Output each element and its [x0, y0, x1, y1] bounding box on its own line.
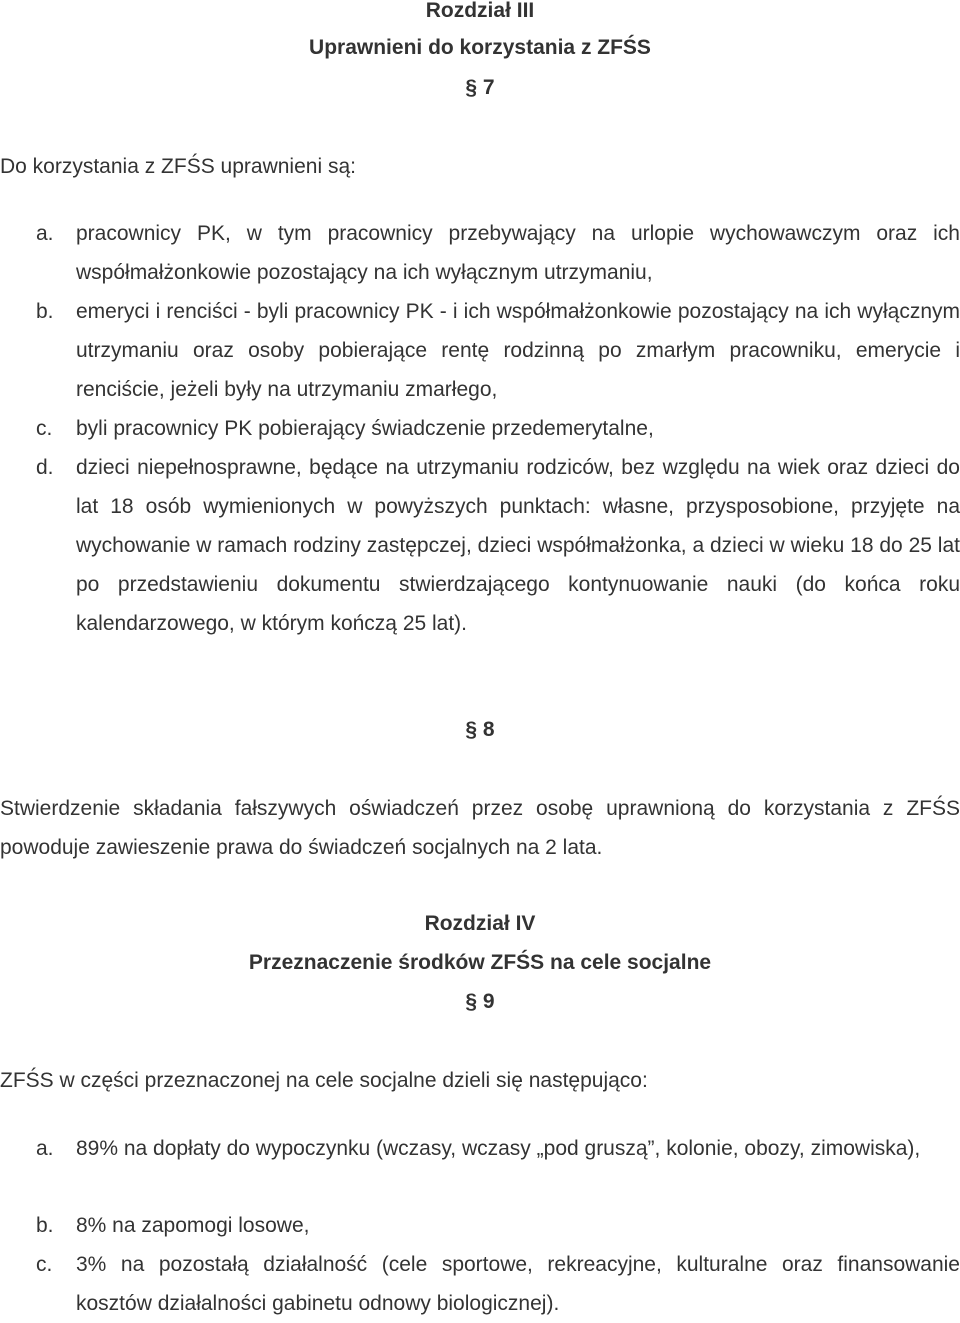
list-item-c: [36, 409, 960, 448]
list-marker: d.: [36, 456, 54, 479]
list-item-text: 3% na pozostałą działalność (cele sportowe, rekreacyjne, kulturalne oraz finansowanie kosztów działalności gabinetu odnowy biologicznej).: [76, 1253, 960, 1315]
list-item-text: emeryci i renciści - byli pracownicy PK - i ich współmałżonkowie pozostający na ich wyłącznym utrzymaniu oraz osoby pobierające rentę rodzinną po zmarłym pracowniku, emerycie i renciście, jeżeli były na utrzymaniu zmarłego,: [76, 300, 960, 401]
section-9-heading: § 9: [465, 990, 495, 1013]
list-marker: c.: [36, 1253, 53, 1276]
section-9-intro: ZFŚS w części przeznaczonej na cele socjalne dzieli się następująco:: [0, 1069, 648, 1092]
list-marker: a.: [36, 1137, 54, 1160]
list-item-a: [36, 214, 960, 292]
chapter-3-heading: Rozdział III: [425, 0, 535, 22]
section-8-heading: § 8: [465, 718, 495, 741]
list-item-c: [36, 1245, 960, 1323]
list-item-text: pracownicy PK, w tym pracownicy przebywający na urlopie wychowawczym oraz ich współmałżonkowie pozostający na ich wyłącznym utrzymaniu,: [76, 222, 960, 284]
list-item-d: [36, 448, 960, 643]
section-8-text: Stwierdzenie składania fałszywych oświadczeń przez osobę uprawnioną do korzystania z ZFŚS powoduje zawieszenie prawa do świadczeń socjalnych na 2 lata.: [0, 797, 960, 859]
list-item-text: 8% na zapomogi losowe,: [76, 1214, 310, 1237]
list-item-b: [36, 292, 960, 409]
chapter-3-title: Uprawnieni do korzystania z ZFŚS: [309, 36, 651, 59]
list-item-a: [36, 1129, 960, 1168]
list-marker: b.: [36, 300, 54, 323]
list-item-text: byli pracownicy PK pobierający świadczenie przedemerytalne,: [76, 417, 654, 440]
list-marker: b.: [36, 1214, 54, 1237]
chapter-4-heading: Rozdział IV: [424, 912, 536, 935]
list-item-text: dzieci niepełnosprawne, będące na utrzymaniu rodziców, bez względu na wiek oraz dzieci do lat 18 osób wymienionych w powyższych punktach: własne, przysposobione, przyjęte na wychowanie w ramach rodziny zastępczej, dzieci współmałżonka, a dzieci w wieku 18 do 25 lat po przedstawieniu dokumentu stwierdzającego kontynuowanie nauki (do końca roku kalendarzowego, w którym kończą 25 lat).: [76, 456, 960, 635]
chapter-4-title: Przeznaczenie środków ZFŚS na cele socjalne: [248, 951, 712, 974]
list-item-text: 89% na dopłaty do wypoczynku (wczasy, wczasy „pod gruszą”, kolonie, obozy, zimowiska),: [76, 1137, 921, 1160]
list-marker: c.: [36, 417, 53, 440]
list-item-b: [36, 1206, 960, 1245]
section-7-heading: § 7: [465, 76, 495, 99]
list-marker: a.: [36, 222, 54, 245]
section-7-intro: Do korzystania z ZFŚS uprawnieni są:: [0, 155, 356, 178]
